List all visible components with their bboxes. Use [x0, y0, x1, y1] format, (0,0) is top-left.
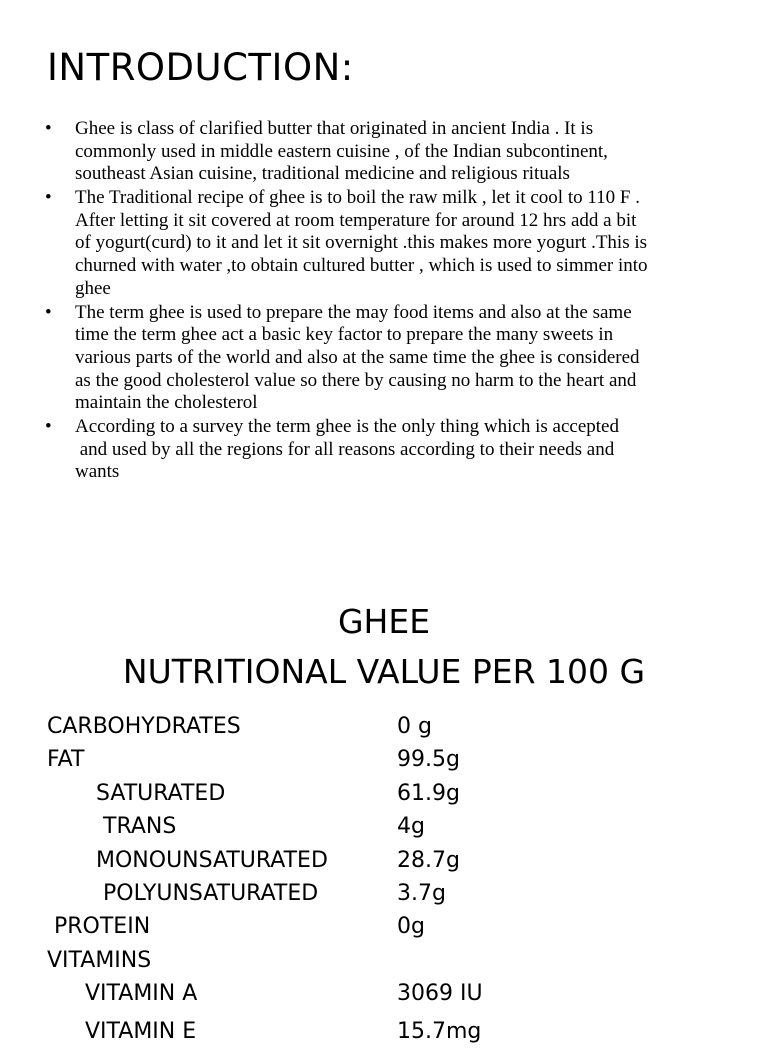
nutrient-value: 0 g: [397, 714, 432, 739]
bullet-line: Ghee is class of clarified butter that originated in ancient India . It is: [75, 118, 594, 139]
bullet-line: southeast Asian cuisine, traditional medicine and religious rituals: [75, 163, 570, 185]
bullet-line: as the good cholesterol value so there by causing no harm to the heart and: [75, 369, 637, 391]
nutrition-row-vitamin-a: [0, 977, 768, 1010]
nutrient-value: 28.7g: [397, 847, 460, 873]
bullet-marker: •: [45, 301, 52, 323]
nutrition-row-polyunsaturated: [0, 877, 768, 910]
nutrient-label: MONOUNSATURATED: [96, 847, 328, 873]
nutrient-label: VITAMIN E: [85, 1018, 197, 1044]
nutrition-row-trans: [0, 810, 768, 843]
nutrient-label: POLYUNSATURATED: [103, 880, 319, 906]
bullet-item-uses: [0, 302, 768, 415]
nutrition-table-heading: NUTRITIONAL VALUE PER 100 G: [122, 652, 646, 691]
nutrition-product-heading: GHEE: [337, 602, 431, 641]
nutrient-label: PROTEIN: [54, 914, 151, 940]
bullet-marker: •: [45, 416, 52, 438]
nutrition-row-monounsaturated: [0, 844, 768, 877]
page-title: INTRODUCTION:: [47, 46, 354, 89]
bullet-line: After letting it sit covered at room temperature for around 12 hrs add a bit: [75, 209, 637, 231]
bullet-line: maintain the cholesterol: [75, 392, 258, 414]
nutrition-row-saturated: [0, 777, 768, 810]
nutrient-value: 3069 IU: [397, 981, 483, 1007]
nutrient-label: SATURATED: [96, 780, 226, 806]
bullet-line: The Traditional recipe of ghee is to boil the raw milk , let it cool to 110 F .: [75, 187, 640, 209]
bullet-item-origin: [0, 118, 768, 186]
nutrition-row-vitamins: [0, 944, 768, 977]
nutrient-value: 99.5g: [397, 747, 460, 773]
nutrition-row-protein: [0, 910, 768, 943]
bullet-item-recipe: [0, 187, 768, 300]
nutrition-row-vitamin-e: [0, 1011, 768, 1044]
nutrient-value: 15.7mg: [397, 1018, 482, 1044]
nutrient-label: VITAMIN A: [85, 981, 198, 1007]
bullet-marker: •: [45, 187, 52, 209]
bullet-line: various parts of the world and also at the same time the ghee is considered: [75, 346, 640, 368]
nutrient-value: 3.7g: [397, 880, 446, 906]
nutrient-value: 4g: [397, 814, 425, 840]
bullet-line: According to a survey the term ghee is the only thing which is accepted: [75, 416, 619, 438]
nutrient-label: TRANS: [103, 814, 177, 840]
bullet-line: of yogurt(curd) to it and let it sit overnight .this makes more yogurt .This is: [75, 232, 648, 254]
nutrition-table: [0, 710, 768, 1044]
bullet-line: and used by all the regions for all reasons according to their needs and: [75, 438, 615, 460]
bullet-line: The term ghee is used to prepare the may food items and also at the same: [75, 301, 632, 323]
nutrition-row-fat: [0, 743, 768, 776]
introduction-bullet-list: [0, 118, 768, 486]
bullet-item-survey: [0, 416, 768, 484]
bullet-line: churned with water ,to obtain cultured butter , which is used to simmer into: [75, 255, 648, 277]
nutrient-label: FAT: [47, 747, 85, 773]
bullet-line: ghee: [75, 277, 111, 299]
nutrient-value: 0g: [397, 914, 425, 940]
nutrient-label: VITAMINS: [47, 947, 152, 973]
bullet-line: time the term ghee act a basic key factor to prepare the many sweets in: [75, 324, 614, 346]
bullet-line: wants: [75, 461, 120, 483]
bullet-line: commonly used in middle eastern cuisine , of the Indian subcontinent,: [75, 140, 608, 162]
nutrition-row-carbohydrates: [0, 710, 768, 743]
nutrient-value: 61.9g: [397, 780, 460, 806]
nutrient-label: CARBOHYDRATES: [47, 714, 241, 739]
bullet-marker: •: [45, 118, 52, 139]
